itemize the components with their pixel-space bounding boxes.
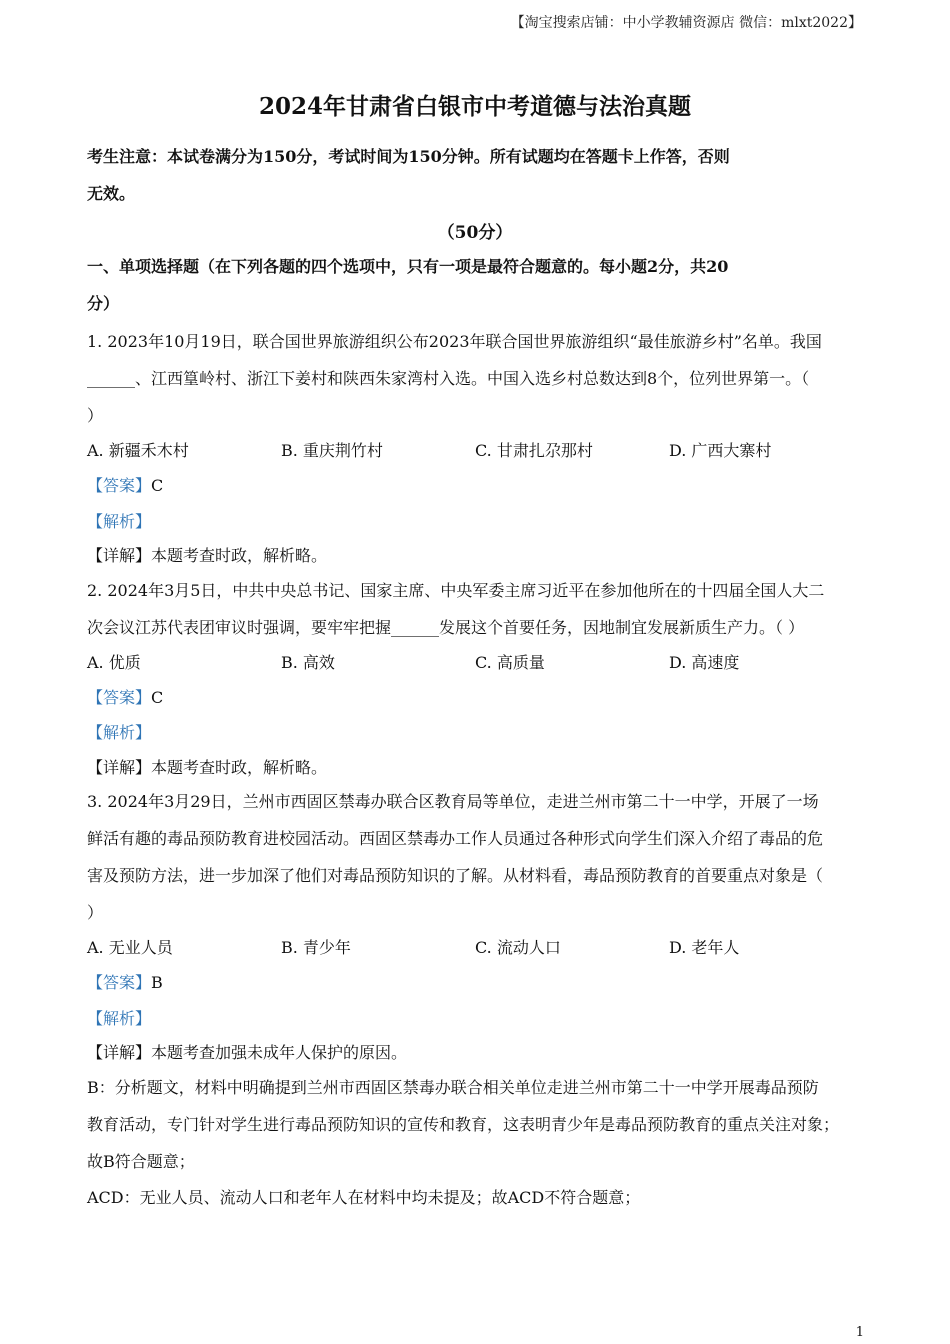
q1-analysis-tag: 【解析】 — [87, 512, 152, 531]
notice-line-2: 无效。 — [87, 184, 136, 203]
q3-option-a: A. 无业人员 — [87, 938, 173, 957]
q2-option-b: B. 高效 — [281, 653, 335, 672]
q1-option-a: A. 新疆禾木村 — [87, 441, 189, 460]
q3-analysis-tag: 【解析】 — [87, 1009, 152, 1028]
section-heading-line-2: 分） — [87, 294, 120, 313]
q2-option-d: D. 高速度 — [669, 653, 740, 672]
notice-line-1: 考生注意：本试卷满分为150分，考试时间为150分钟。所有试题均在答题卡上作答，否则 — [87, 147, 730, 166]
answer-value: B — [151, 973, 163, 992]
answer-value: C — [151, 476, 164, 495]
q3-option-c: C. 流动人口 — [475, 938, 561, 957]
section-heading-line-1: 一、单项选择题（在下列各题的四个选项中，只有一项是最符合题意的。每小题2分，共20 — [87, 257, 729, 276]
score-label: （50分） — [437, 223, 513, 243]
q3-option-d: D. 老年人 — [669, 938, 740, 957]
q3-option-b: B. 青少年 — [281, 938, 351, 957]
q3-explanation-line-1: B：分析题文，材料中明确提到兰州市西固区禁毒办联合相关单位走进兰州市第二十一中学开展毒品预防 — [87, 1078, 819, 1097]
q2-analysis-tag: 【解析】 — [87, 723, 152, 742]
q2-line-1: 2. 2024年3月5日，中共中央总书记、国家主席、中央军委主席习近平在参加他所在的十四届全国人大二 — [87, 581, 825, 600]
q1-line-2: ______、江西篁岭村、浙江下姜村和陕西朱家湾村入选。中国入选乡村总数达到8个，位列世界第一。（ — [87, 369, 810, 388]
q2-option-c: C. 高质量 — [475, 653, 545, 672]
q3-line-3: 害及预防方法，进一步加深了他们对毒品预防知识的了解。从材料看，毒品预防教育的首要重点对象是（ — [87, 866, 824, 885]
q3-line-2: 鲜活有趣的毒品预防教育进校园活动。西固区禁毒办工作人员通过各种形式向学生们深入介绍了毒品的危 — [87, 829, 824, 848]
q3-explanation-line-3: 故B符合题意； — [87, 1152, 195, 1171]
q3-explanation-line-2: 教育活动，专门针对学生进行毒品预防知识的宣传和教育，这表明青少年是毒品预防教育的重点关注对象； — [87, 1115, 840, 1134]
q1-line-1: 1. 2023年10月19日，联合国世界旅游组织公布2023年联合国世界旅游组织“最佳旅游乡村”名单。我国 — [87, 332, 822, 351]
q1-option-b: B. 重庆荆竹村 — [281, 441, 383, 460]
q1-detail: 【详解】本题考查时政，解析略。 — [87, 546, 328, 565]
page-number: 1 — [855, 1325, 864, 1340]
q2-line-2: 次会议江苏代表团审议时强调，要牢牢把握______发展这个首要任务，因地制宜发展新质生产力。（ ） — [87, 618, 805, 637]
answer-tag: 【答案】 — [87, 688, 152, 707]
q3-answer — [87, 970, 163, 993]
q2-option-a: A. 优质 — [87, 653, 141, 672]
answer-value: C — [151, 688, 164, 707]
page-title: 2024年甘肃省白银市中考道德与法治真题 — [258, 93, 691, 120]
q3-line-4: ） — [87, 903, 104, 922]
answer-tag: 【答案】 — [87, 476, 152, 495]
q1-option-d: D. 广西大寨村 — [669, 441, 772, 460]
q3-line-1: 3. 2024年3月29日，兰州市西固区禁毒办联合区教育局等单位，走进兰州市第二十一中学，开展了一场 — [87, 792, 819, 811]
q2-detail: 【详解】本题考查时政，解析略。 — [87, 758, 328, 777]
q1-option-c: C. 甘肃扎尕那村 — [475, 441, 593, 460]
header-note: 【淘宝搜索店铺：中小学教辅资源店 微信：mlxt2022】 — [510, 15, 862, 31]
q3-explanation-line-4: ACD：无业人员、流动人口和老年人在材料中均未提及；故ACD不符合题意； — [87, 1188, 641, 1207]
q1-line-3: ） — [87, 406, 104, 425]
q3-detail: 【详解】本题考查加强未成年人保护的原因。 — [87, 1043, 408, 1062]
q2-answer — [87, 685, 163, 708]
q1-answer — [87, 473, 163, 496]
answer-tag: 【答案】 — [87, 973, 152, 992]
